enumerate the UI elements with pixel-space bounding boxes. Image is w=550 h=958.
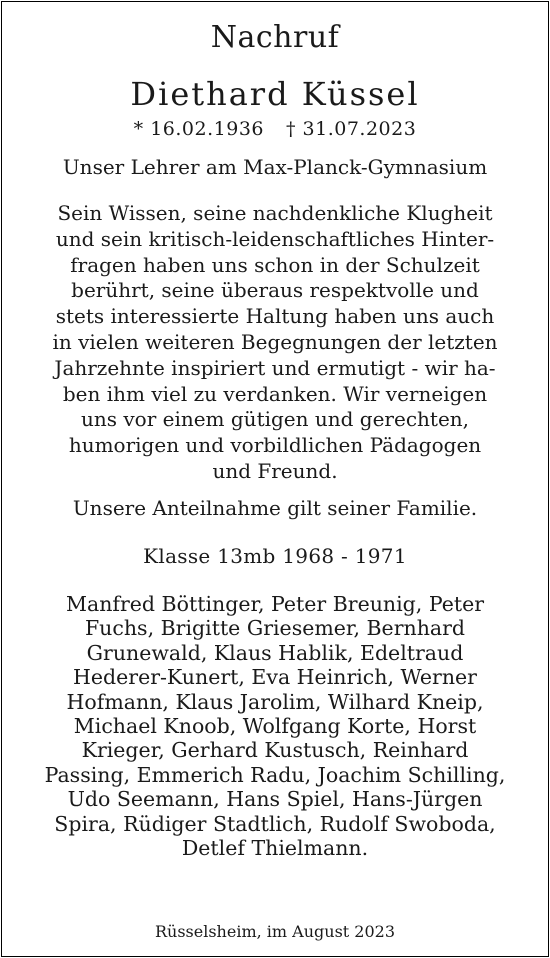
tribute-line: humorigen und vorbildlichen Pädagogen: [68, 433, 482, 458]
signatories-line: Krieger, Gerhard Kustusch, Reinhard: [81, 738, 469, 763]
tribute-line: stets interessierte Haltung haben uns auch: [55, 304, 495, 329]
death-date: † 31.07.2023: [286, 118, 417, 140]
signatories-line: Grunewald, Klaus Hablik, Edeltraud: [86, 640, 464, 665]
deceased-name: Diethard Küssel: [130, 75, 420, 113]
tribute-line: berührt, seine überaus respektvolle und: [71, 278, 479, 303]
sympathy-line: Unsere Anteilnahme gilt seiner Familie.: [72, 496, 478, 520]
tribute-line: und sein kritisch-leidenschaftliches Hinter-: [55, 226, 495, 251]
signatories-line: Michael Knoob, Wolfgang Korte, Horst: [73, 714, 477, 739]
tribute-line: Jahrzehnte inspiriert und ermutigt - wir ha-: [54, 355, 496, 380]
notice-heading: Nachruf: [210, 20, 340, 55]
tribute-line: uns vor einem gütigen und gerechten,: [80, 407, 470, 432]
signatories-line: Udo Seemann, Hans Spiel, Hans-Jürgen: [67, 787, 483, 812]
signatories-line: Fuchs, Brigitte Griesemer, Bernhard: [84, 616, 466, 641]
tribute-line: ben ihm viel zu verdanken. Wir verneigen: [62, 381, 488, 406]
signatories-list: [2, 592, 548, 860]
life-dates: [2, 118, 548, 140]
birth-date: * 16.02.1936: [133, 118, 264, 140]
tribute-line: und Freund.: [212, 458, 338, 483]
obituary-notice: [1, 1, 549, 957]
tribute-line: in vielen weiteren Begegnungen der letzten: [52, 329, 498, 354]
signatories-line: Passing, Emmerich Radu, Joachim Schilling,: [44, 762, 506, 787]
signatories-line: Hofmann, Klaus Jarolim, Wilhard Kneip,: [66, 689, 484, 714]
place-date-footer: Rüsselsheim, im August 2023: [154, 922, 396, 941]
signatories-line: Spira, Rüdiger Stadtlich, Rudolf Swoboda,: [54, 811, 496, 836]
signatories-line: Hederer-Kunert, Eva Heinrich, Werner: [73, 665, 477, 690]
class-info: Klasse 13mb 1968 - 1971: [143, 544, 407, 568]
tribute-line: fragen haben uns schon in der Schulzeit: [70, 252, 480, 277]
signatories-line: Detlef Thielmann.: [181, 836, 369, 861]
signatories-line: Manfred Böttinger, Peter Breunig, Peter: [65, 592, 485, 616]
tribute-line: Sein Wissen, seine nachdenkliche Klugheit: [57, 201, 493, 225]
relationship-subtitle: Unser Lehrer am Max-Planck-Gymnasium: [62, 155, 488, 179]
tribute-text: [2, 201, 548, 485]
